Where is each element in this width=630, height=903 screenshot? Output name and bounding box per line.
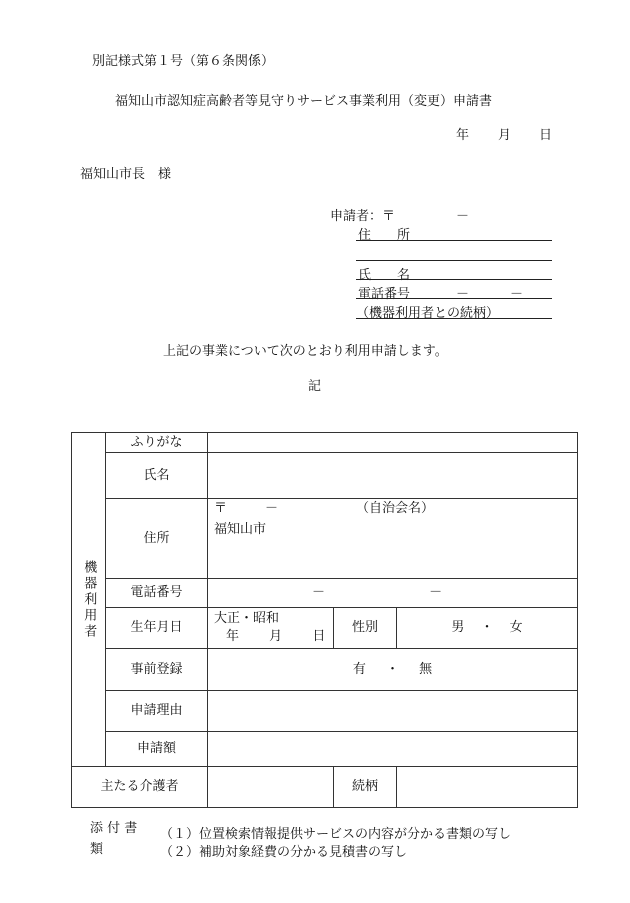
phone-dash-1: － [312,585,326,601]
furigana-label: ふりがな [106,433,208,453]
applicant-relation-line [356,318,552,319]
dob-day: 日 [312,629,326,644]
amount-field[interactable] [208,732,578,767]
address-label: 住所 [106,499,208,579]
applicant-address-label: 住 所 [358,228,411,243]
phone-label: 電話番号 [106,579,208,608]
name-label: 氏名 [106,453,208,499]
furigana-field[interactable] [208,433,578,453]
applicant-label: 申請者：〒 [330,209,396,224]
dob-eras: 大正・昭和 [214,611,280,627]
applicant-address-line-2 [356,260,552,261]
name-field[interactable] [208,453,578,499]
applicant-name-label: 氏 名 [358,268,411,283]
addressee: 福知山市長 様 [80,167,172,182]
caregiver-relation-label: 続柄 [334,767,397,808]
gender-female[interactable]: 女 [509,620,523,636]
statement: 上記の事業について次のとおり利用申請します。 [163,344,448,359]
date-year-label: 年 [456,128,470,143]
device-user-label: 機器利用者 [72,433,106,767]
form-number: 別記様式第１号（第６条関係） [92,54,275,69]
form-title: 福知山市認知症高齢者等見守りサービス事業利用（変更）申請書 [115,94,493,109]
caregiver-relation-field[interactable] [397,767,578,808]
address-field[interactable] [208,499,578,579]
reason-label: 申請理由 [106,691,208,732]
caregiver-field[interactable] [208,767,334,808]
dob-label: 生年月日 [106,608,208,649]
dob-month: 月 [269,629,283,644]
applicant-address-line [356,240,552,241]
application-table [71,432,578,808]
caregiver-label: 主たる介護者 [72,767,208,808]
applicant-postal-dash: － [456,209,470,224]
applicant-phone-line [356,298,552,299]
phone-field[interactable] [208,579,578,608]
applicant-relation-label: （機器利用者との続柄） [356,306,500,321]
address-postal-mark: 〒 [214,501,228,516]
date-day-label: 日 [539,128,553,143]
attachments-label-line-2: 類 [90,842,104,857]
phone-dash-2: － [429,585,443,601]
applicant-phone-dash-2: － [510,287,524,302]
prereg-yes[interactable]: 有 [352,661,366,677]
applicant-phone-label: 電話番号 [358,287,411,302]
gender-label: 性別 [334,608,397,649]
gender-separator: ・ [480,620,494,636]
amount-label: 申請額 [106,732,208,767]
date-month-label: 月 [498,128,512,143]
address-postal-dash: － [265,501,279,516]
prereg-no[interactable]: 無 [419,661,433,677]
address-city: 福知山市 [214,521,267,537]
attachment-item: （１）位置検索情報提供サービスの内容が分かる書類の写し [160,827,512,842]
dob-field[interactable] [208,608,334,649]
dob-year: 年 [226,629,240,644]
applicant-phone-dash-1: － [456,287,470,302]
attachment-item: （２）補助対象経費の分かる見積書の写し [160,845,408,860]
gender-male[interactable]: 男 [451,620,465,636]
address-association-label: （自治会名） [356,501,435,516]
attachments-label-line-1: 添 付 書 [90,821,138,836]
gender-field[interactable] [397,608,578,649]
preregistration-label: 事前登録 [106,649,208,691]
ki-mark: 記 [308,379,322,394]
prereg-separator: ・ [385,661,399,677]
reason-field[interactable] [208,691,578,732]
preregistration-field[interactable] [208,649,578,691]
applicant-name-line [356,279,552,280]
